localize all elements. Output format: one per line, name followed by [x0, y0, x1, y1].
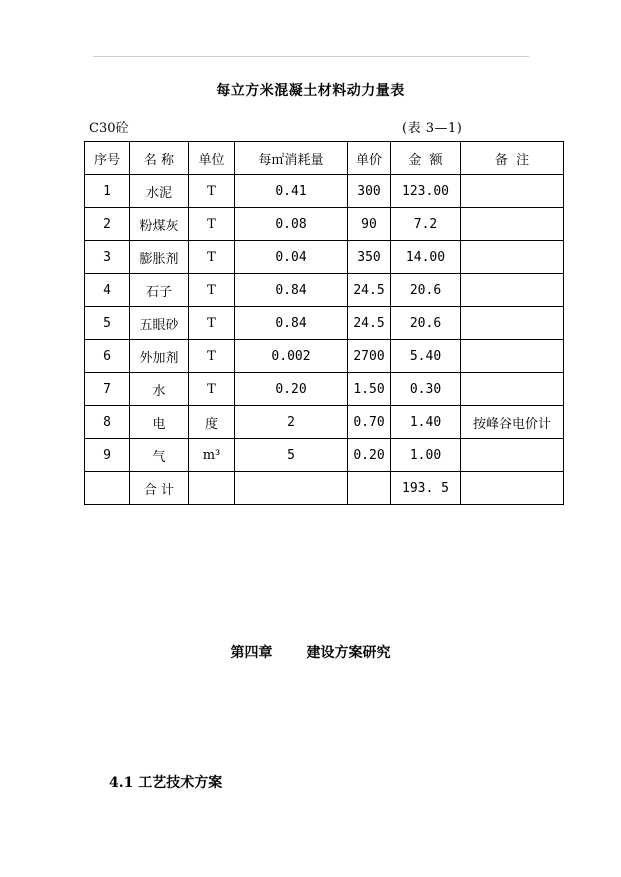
chapter-heading — [0, 642, 621, 662]
header-cell: 每㎡消耗量 — [235, 142, 348, 175]
concrete-grade-label: C30砼 — [89, 121, 129, 136]
material-name-cell: 外加剂 — [130, 340, 189, 373]
note-cell — [461, 274, 564, 307]
unit-cell: T — [189, 340, 235, 373]
unit-cell: T — [189, 373, 235, 406]
note-cell — [461, 307, 564, 340]
row-number-cell: 6 — [85, 340, 130, 373]
header-cell: 单价 — [348, 142, 391, 175]
row-number-cell: 2 — [85, 208, 130, 241]
table-row — [85, 307, 564, 340]
unit-price-cell: 350 — [348, 241, 391, 274]
material-name-cell: 膨胀剂 — [130, 241, 189, 274]
material-name-cell: 水 — [130, 373, 189, 406]
table-row — [85, 406, 564, 439]
note-cell — [461, 373, 564, 406]
quantity-cell: 0.84 — [235, 307, 348, 340]
amount-cell: 20.6 — [391, 274, 461, 307]
header-cell: 序号 — [85, 142, 130, 175]
unit-cell: T — [189, 175, 235, 208]
table-row — [85, 439, 564, 472]
table-total-row — [85, 472, 564, 505]
quantity-cell: 0.04 — [235, 241, 348, 274]
quantity-cell: 0.84 — [235, 274, 348, 307]
table-row — [85, 241, 564, 274]
chapter-title: 建设方案研究 — [306, 645, 391, 661]
total-empty-cell — [85, 472, 130, 505]
table-row — [85, 373, 564, 406]
amount-cell: 1.00 — [391, 439, 461, 472]
unit-price-cell: 24.5 — [348, 274, 391, 307]
quantity-cell: 5 — [235, 439, 348, 472]
unit-cell: 度 — [189, 406, 235, 439]
amount-cell: 0.30 — [391, 373, 461, 406]
unit-cell: T — [189, 307, 235, 340]
amount-cell: 20.6 — [391, 307, 461, 340]
unit-cell: T — [189, 208, 235, 241]
row-number-cell: 4 — [85, 274, 130, 307]
table-row — [85, 340, 564, 373]
table-title: 每立方米混凝土材料动力量表 — [216, 83, 405, 99]
table-number: (表 3—1) — [402, 121, 463, 136]
unit-price-cell: 24.5 — [348, 307, 391, 340]
total-amount: 193. 5 — [391, 472, 461, 505]
table-header-row — [85, 142, 564, 175]
amount-cell: 5.40 — [391, 340, 461, 373]
row-number-cell: 9 — [85, 439, 130, 472]
header-cell: 备 注 — [461, 142, 564, 175]
page-header-rule — [93, 56, 529, 57]
material-name-cell: 电 — [130, 406, 189, 439]
header-cell: 单位 — [189, 142, 235, 175]
unit-price-cell: 0.70 — [348, 406, 391, 439]
material-name-cell: 气 — [130, 439, 189, 472]
total-empty-cell — [461, 472, 564, 505]
header-cell: 金 额 — [391, 142, 461, 175]
unit-cell: T — [189, 274, 235, 307]
note-cell — [461, 175, 564, 208]
row-number-cell: 8 — [85, 406, 130, 439]
unit-price-cell: 90 — [348, 208, 391, 241]
amount-cell: 14.00 — [391, 241, 461, 274]
table-row — [85, 274, 564, 307]
note-cell — [461, 439, 564, 472]
note-cell — [461, 208, 564, 241]
row-number-cell: 5 — [85, 307, 130, 340]
quantity-cell: 2 — [235, 406, 348, 439]
amount-cell: 7.2 — [391, 208, 461, 241]
table-row — [85, 175, 564, 208]
unit-price-cell: 2700 — [348, 340, 391, 373]
material-name-cell: 水泥 — [130, 175, 189, 208]
total-label: 合 计 — [130, 472, 189, 505]
material-consumption-table — [84, 141, 564, 505]
quantity-cell: 0.41 — [235, 175, 348, 208]
unit-cell: T — [189, 241, 235, 274]
chapter-number: 第四章 — [230, 645, 273, 661]
unit-price-cell: 1.50 — [348, 373, 391, 406]
note-cell: 按峰谷电价计 — [461, 406, 564, 439]
quantity-cell: 0.08 — [235, 208, 348, 241]
note-cell — [461, 340, 564, 373]
material-name-cell: 五眼砂 — [130, 307, 189, 340]
note-cell — [461, 241, 564, 274]
material-name-cell: 粉煤灰 — [130, 208, 189, 241]
total-empty-cell — [189, 472, 235, 505]
table-row — [85, 208, 564, 241]
unit-price-cell: 0.20 — [348, 439, 391, 472]
section-heading: 4.1 工艺技术方案 — [109, 775, 223, 791]
header-cell: 名 称 — [130, 142, 189, 175]
unit-price-cell: 300 — [348, 175, 391, 208]
amount-cell: 1.40 — [391, 406, 461, 439]
total-empty-cell — [235, 472, 348, 505]
row-number-cell: 1 — [85, 175, 130, 208]
row-number-cell: 7 — [85, 373, 130, 406]
quantity-cell: 0.20 — [235, 373, 348, 406]
amount-cell: 123.00 — [391, 175, 461, 208]
unit-cell: m³ — [189, 439, 235, 472]
row-number-cell: 3 — [85, 241, 130, 274]
material-name-cell: 石子 — [130, 274, 189, 307]
quantity-cell: 0.002 — [235, 340, 348, 373]
total-empty-cell — [348, 472, 391, 505]
